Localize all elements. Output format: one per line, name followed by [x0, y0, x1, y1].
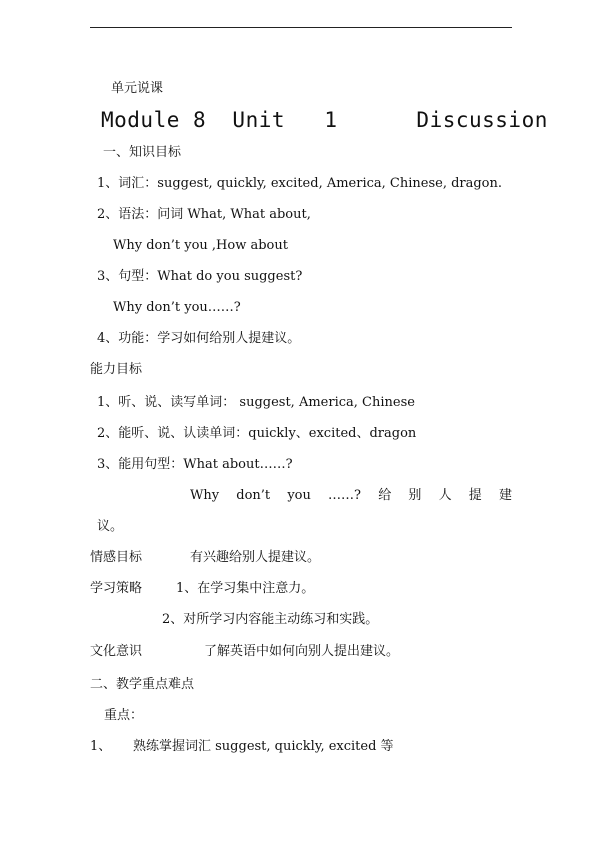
ability-heading: 能力目标: [90, 362, 143, 377]
key-item-1-number: 1、: [90, 739, 112, 754]
ability-item-3: 3、能用句型：What about……?: [97, 457, 293, 472]
ability-item-3-justified: [190, 488, 512, 504]
knowledge-heading: 一、知识目标: [103, 145, 182, 160]
strategy-label: 学习策略: [90, 581, 143, 596]
knowledge-item-4: 4、功能：学习如何给别人提建议。: [97, 331, 301, 346]
knowledge-item-3: 3、句型：What do you suggest?: [97, 269, 303, 284]
key-item-1-text: 熟练掌握词汇 suggest, quickly, excited 等: [133, 739, 394, 754]
word: 人: [438, 488, 452, 503]
word: ……?: [328, 488, 362, 503]
culture-label: 文化意识: [90, 644, 143, 659]
word: you: [287, 488, 311, 503]
word: 提: [468, 488, 482, 503]
ability-item-2: 2、能听、说、认读单词：quickly、excited、dragon: [97, 426, 417, 441]
emotion-label: 情感目标: [90, 550, 143, 565]
knowledge-item-2: 2、语法：问词 What, What about,: [97, 207, 311, 222]
word: 别: [408, 488, 422, 503]
ability-item-1: 1、听、说、读写单词： suggest, America, Chinese: [97, 395, 415, 410]
ability-item-3-end: 议。: [97, 519, 124, 534]
word: 建: [498, 488, 512, 503]
word: don’t: [236, 488, 271, 503]
knowledge-item-3-cont: Why don’t you……?: [113, 300, 241, 315]
emotion-text: 有兴趣给别人提建议。: [190, 550, 321, 565]
strategy-item-2: 2、对所学习内容能主动练习和实践。: [162, 612, 379, 627]
page-title: Module 8 Unit 1 Discussion: [101, 108, 548, 132]
header-rule: [90, 27, 512, 28]
knowledge-item-2-cont: Why don’t you ,How about: [113, 238, 288, 253]
word: Why: [190, 488, 220, 503]
culture-text: 了解英语中如何向别人提出建议。: [204, 644, 400, 659]
key-heading: 二、教学重点难点: [90, 677, 195, 692]
word: 给: [378, 488, 392, 503]
strategy-item-1: 1、在学习集中注意力。: [176, 581, 315, 596]
header-label: 单元说课: [111, 81, 164, 96]
knowledge-item-1: 1、词汇：suggest, quickly, excited, America, Chinese, dragon.: [97, 176, 503, 191]
key-subheading: 重点：: [104, 708, 144, 723]
